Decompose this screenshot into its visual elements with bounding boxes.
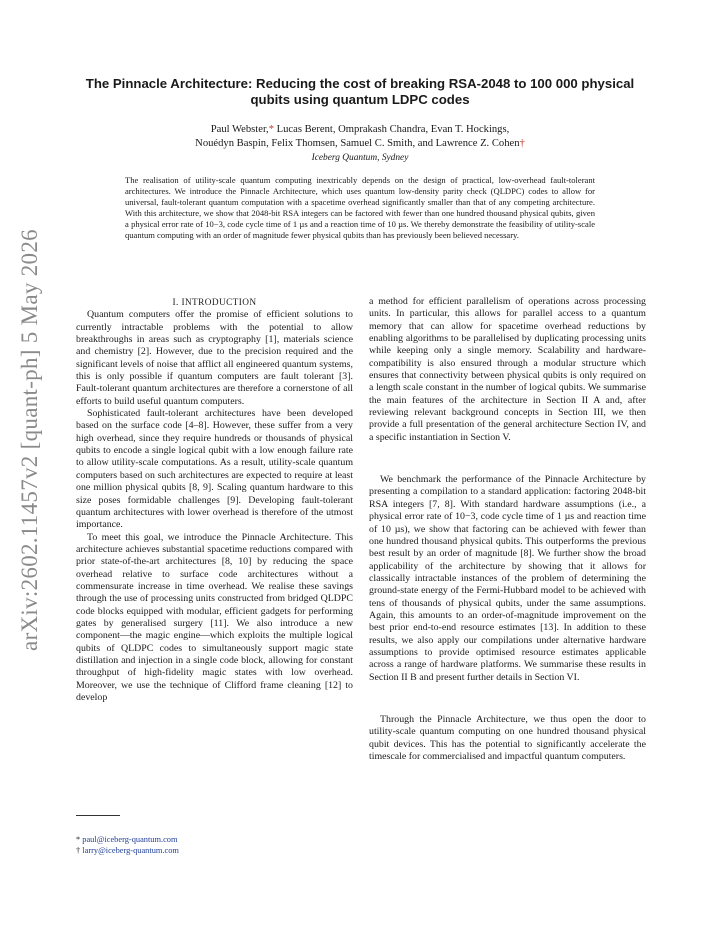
section-heading-introduction: I. INTRODUCTION: [172, 298, 257, 308]
first-author: Paul Webster,: [210, 124, 269, 135]
footnote-2: [76, 845, 179, 856]
abstract: The realisation of utility-scale quantum computing inextricably depends on the design of practical, low-overhead fault-tolerant architectures. We introduce the Pinnacle Architecture, which uses quantum low-density parity check (QLDPC) codes to allow for universal, fault-tolerant quantum computation with a spacetime overhead significantly smaller than that of any competing architecture. With this architecture, we show that 2048-bit RSA integers can be factored with fewer than one hundred thousand physical qubits, given a physical error rate of 10−3, code cycle time of 1 µs and a reaction time of 10 µs. We thereby demonstrate the feasibility of utility-scale quantum computing with an order of magnitude fewer physical qubits than has previously been believed necessary.: [125, 175, 595, 241]
arxiv-identifier-sidebar: [10, 200, 50, 680]
paragraph: a method for efficient parallelism of operations across processing units. In particular, this allows for parallel access to a quantum memory that can allow for spacetime overhead reductions by enabling algorithms to be parallelised by duplicating processing units while keeping only a single memory. Scalability and hardware-compatibility is also ensured through a modular structure which ensures that connectivity between physical qubits is only required on a length scale constant in the number of logical qubits. We summarise the main features of the architecture in Section II A and, after reviewing relevant background concepts in Section III, we then provide a full presentation of the general architecture Section IV, and a specific instantiation in Section V.: [369, 296, 646, 443]
left-column: [76, 297, 353, 704]
author-line-2: [70, 137, 650, 151]
paragraph: Through the Pinnacle Architecture, we thus open the door to utility-scale quantum computing on one hundred thousand physical qubit devices. This has the potential to significantly accelerate the timescale for commercialised and impactful quantum computers.: [369, 713, 646, 762]
footnote-1-mark: *: [76, 835, 81, 844]
author-list-1: Lucas Berent, Omprakash Chandra, Evan T. Hockings,: [274, 124, 510, 135]
email-link-larry[interactable]: larry@iceberg-quantum.com: [82, 846, 179, 855]
footnote-2-mark: †: [76, 846, 81, 855]
footnote-divider: [76, 815, 120, 816]
paper-title: The Pinnacle Architecture: Reducing the cost of breaking RSA-2048 to 100 000 physical qubits using quantum LDPC codes: [85, 76, 635, 107]
footnotes: [76, 834, 179, 856]
author-list-2: Nouédyn Baspin, Felix Thomsen, Samuel C. Smith, and Lawrence Z. Cohen: [195, 138, 520, 149]
footnote-mark-dagger: †: [519, 138, 525, 149]
right-column: [369, 296, 646, 763]
author-line-1: [70, 123, 650, 137]
affiliation: Iceberg Quantum, Sydney: [311, 153, 409, 163]
author-block: [70, 123, 650, 165]
arxiv-identifier: arXiv:2602.11457v2 [quant-ph] 5 May 2026: [17, 229, 42, 651]
paragraph: To meet this goal, we introduce the Pinnacle Architecture. This architecture achieves substantial spacetime reductions compared with prior state-of-the-art architectures [8, 10] by reducing the space overhead relative to surface code architectures without a commensurate increase in time overhead. We realise these savings through the use of processing units constructed from bridged QLDPC code blocks equipped with modular, efficient gadgets for performing gates by generalised surgery [11]. We also introduce a new component—the magic engine—which exploits the multiple logical qubits of QLDPC codes to simultaneously support magic state distillation and injection in a single code block, allowing for constant throughput of high-fidelity magic states with low overhead. Moreover, we use the technique of Clifford frame cleaning [12] to develop: [76, 531, 353, 703]
footnote-mark-star: *: [268, 124, 274, 135]
paragraph: Sophisticated fault-tolerant architectures have been developed based on the surface code [4–8]. However, these suffer from a very high overhead, since they require hundreds or thousands of physical qubits to encode a single logical qubit with a low enough failure rate to allow utility-scale computations. As a result, utility-scale quantum computers based on such architectures are expected to require at least one million physical qubits [8, 9]. Scaling quantum hardware to this size poses formidable challenges [9]. Developing fault-tolerant quantum architectures with lower overhead is therefore of the utmost importance.: [76, 408, 353, 531]
footnote-1: [76, 834, 179, 845]
paragraph: Quantum computers offer the promise of efficient solutions to currently intractable problems with the potential to allow breakthroughs in areas such as cryptography [1], materials science and chemistry [2]. However, due to the precision required and the significant levels of noise that afflict all engineered quantum systems, this is only possible if quantum computers are fault tolerant [3]. Fault-tolerant quantum architectures are therefore a cornerstone of all efforts to build useful quantum computers.: [76, 309, 353, 407]
paragraph: We benchmark the performance of the Pinnacle Architecture by presenting a compilation to a standard application: factoring 2048-bit RSA integers [7, 8]. With standard hardware assumptions (i.e., a physical error rate of 10−3, code cycle time of 1 µs and reaction time of 10 µs), we show that factoring can be achieved with fewer than one hundred thousand physical qubits. This outperforms the previous best result by an order of magnitude [8]. We further show the broad applicability of the architecture by showing that it allows for classically intractable instances of the problem of determining the ground-state energy of the Fermi-Hubbard model to be achieved with tens of thousands of physical qubits, under the same assumptions. Again, this amounts to an order-of-magnitude improvement on the best prior end-to-end resource estimates [13]. In addition to these results, we also apply our compilations under alternative hardware assumptions to provide optimised resource estimates applicable across a range of hardware platforms. We summarise these results in Section II B and present further details in Section VI.: [369, 474, 646, 683]
email-link-paul[interactable]: paul@iceberg-quantum.com: [82, 835, 178, 844]
